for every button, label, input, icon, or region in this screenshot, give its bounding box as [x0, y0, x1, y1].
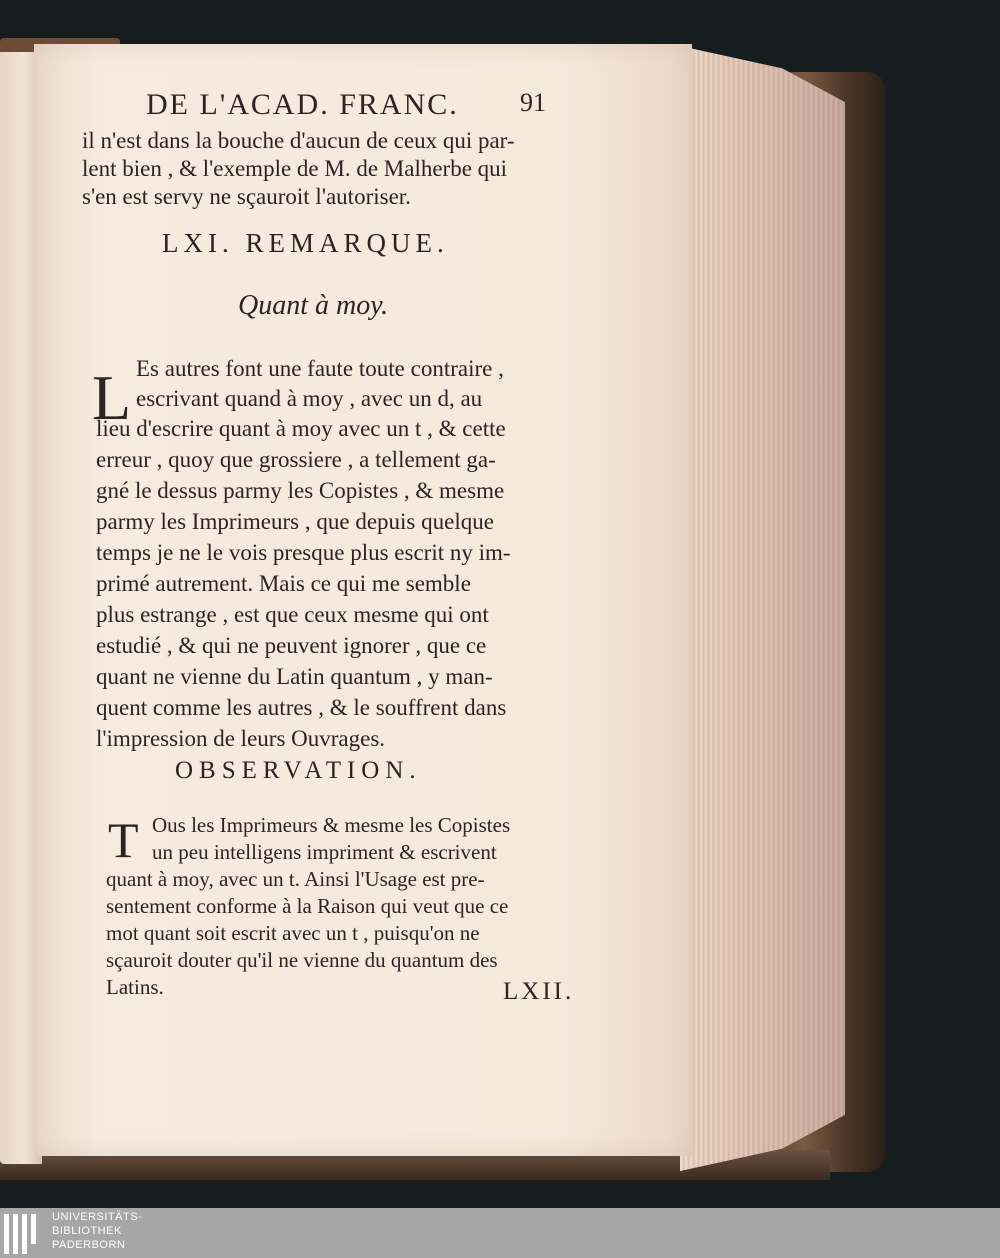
text-line: sçauroit douter qu'il ne vienne du quantum des — [106, 948, 498, 972]
page-number: 91 — [520, 88, 546, 117]
footer-bar — [0, 1208, 1000, 1258]
text-line: estudié , & qui ne peuvent ignorer , que ce — [96, 633, 487, 658]
text-line: s'en est servy ne sçauroit l'autoriser. — [82, 184, 411, 209]
text-line: parmy les Imprimeurs , que depuis quelque — [96, 509, 494, 534]
text-line: plus estrange , est que ceux mesme qui ont — [96, 602, 489, 627]
page-fore-edge — [680, 46, 845, 1171]
remark-heading: LXI. REMARQUE. — [162, 228, 449, 258]
text-line: escrivant quand à moy , avec un d, au — [136, 386, 483, 411]
text-line: sentement conforme à la Raison qui veut que ce — [106, 894, 509, 918]
logo-line: PADERBORN — [52, 1239, 126, 1251]
logo-line: BIBLIOTHEK — [52, 1225, 122, 1237]
text-line: un peu intelligens impriment & escrivent — [152, 840, 497, 864]
text-line: erreur , quoy que grossiere , a tellement ga- — [96, 447, 496, 472]
text-line: temps je ne le vois presque plus escrit ny im- — [96, 540, 511, 565]
drop-cap: T — [108, 812, 139, 868]
text-line: lieu d'escrire quant à moy avec un t , & cette — [96, 416, 506, 441]
observation-heading: OBSERVATION. — [175, 757, 422, 784]
text-line: primé autrement. Mais ce qui me semble — [96, 571, 471, 596]
text-line: Es autres font une faute toute contraire , — [136, 356, 504, 381]
text-line: lent bien , & l'exemple de M. de Malherbe qui — [82, 156, 508, 181]
running-head: DE L'ACAD. FRANC. — [146, 88, 459, 121]
text-line: l'impression de leurs Ouvrages. — [96, 726, 386, 751]
remark-subtitle: Quant à moy. — [238, 290, 389, 321]
text-line: il n'est dans la bouche d'aucun de ceux qui par- — [82, 128, 515, 153]
library-logo-text — [52, 1210, 142, 1252]
catchword: LXII. — [503, 978, 575, 1005]
text-line: quant ne vienne du Latin quantum , y man- — [96, 664, 493, 689]
text-line: gné le dessus parmy les Copistes , & mesme — [96, 478, 505, 503]
text-line: Latins. — [106, 975, 164, 999]
text-line: quant à moy, avec un t. Ainsi l'Usage est pre- — [106, 867, 485, 891]
drop-cap: L — [92, 362, 132, 433]
library-logo-icon — [4, 1214, 44, 1254]
text-line: mot quant soit escrit avec un t , puisqu'on ne — [106, 921, 480, 945]
text-line: quent comme les autres , & le souffrent dans — [96, 695, 507, 720]
text-line: Ous les Imprimeurs & mesme les Copistes — [152, 813, 511, 837]
logo-line: UNIVERSITÄTS- — [52, 1211, 143, 1223]
